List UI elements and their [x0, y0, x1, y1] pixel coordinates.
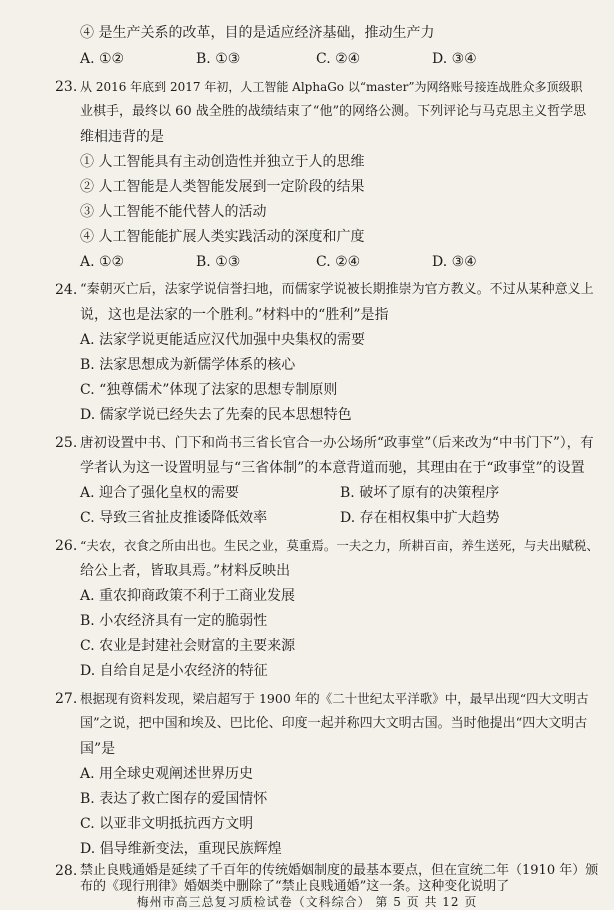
- q26-option-a: A. 重农抑商政策不利于工商业发展: [80, 588, 296, 604]
- q23-option-b: B. ①③: [196, 254, 241, 270]
- statement-4: ④ 是生产关系的改革，目的是适应经济基础，推动生产力: [80, 25, 435, 41]
- q25-option-c: C. 导致三省扯皮推诿降低效率: [80, 510, 268, 526]
- q27-option-d: D. 倡导维新变法，重现民族辉煌: [80, 841, 282, 857]
- question-28-number: 28.: [55, 863, 78, 879]
- q23-statement-1: ① 人工智能具有主动创造性并独立于人的思维: [80, 154, 365, 170]
- option-b: B. ①③: [196, 51, 241, 67]
- q24-option-c: C. “独尊儒术”体现了法家的思想专制原则: [80, 382, 338, 398]
- question-26-stem-line2: 给公上者，皆取具焉。”材料反映出: [80, 563, 291, 579]
- q25-option-d: D. 存在相权集中扩大趋势: [340, 510, 500, 526]
- option-d: D. ③④: [432, 51, 477, 67]
- q25-option-a: A. 迎合了强化皇权的需要: [80, 485, 240, 501]
- question-23-stem-line1: 从 2016 年底到 2017 年初，人工智能 AlphaGo 以“master”为网络账号接连战胜众多顶级职: [80, 80, 583, 94]
- q27-option-a: A. 用全球史观阐述世界历史: [80, 766, 254, 782]
- q23-statement-4: ④ 人工智能能扩展人类实践活动的深度和广度: [80, 229, 365, 245]
- question-24-stem-line1: “秦朝灭亡后，法家学说信誉扫地，而儒家学说被长期推崇为官方教义。不过从某种意义上: [80, 282, 594, 297]
- q24-option-b: B. 法家思想成为新儒学体系的核心: [80, 357, 296, 373]
- option-c: C. ②④: [316, 51, 361, 67]
- q23-statement-2: ② 人工智能是人类智能发展到一定阶段的结果: [80, 179, 365, 195]
- question-24-number: 24.: [55, 282, 78, 298]
- q26-option-d: D. 自给自足是小农经济的特征: [80, 663, 268, 679]
- option-a: A. ①②: [80, 51, 125, 67]
- question-25-stem-line2: 学者认为这一设置明显与“三省体制”的本意背道而驰，其理由在于“政事堂”的设置: [80, 460, 585, 476]
- q23-option-d: D. ③④: [432, 254, 477, 270]
- q26-option-b: B. 小农经济具有一定的脆弱性: [80, 613, 268, 629]
- q27-option-c: C. 以亚非文明抵抗西方文明: [80, 816, 254, 832]
- q25-option-b: B. 破坏了原有的决策程序: [340, 485, 500, 501]
- question-27-stem-line3: 国”是: [80, 741, 116, 757]
- question-23-number: 23.: [55, 79, 78, 95]
- question-26-stem-line1: “夫农，衣食之所由出也。生民之业，莫重焉。一夫之力，所耕百亩，养生送死，与夫出赋税、: [80, 538, 599, 553]
- question-26-number: 26.: [55, 538, 78, 554]
- q23-option-a: A. ①②: [80, 254, 125, 270]
- page-footer: 梅州市高三总复习质检试卷（文科综合） 第 5 页 共 12 页: [136, 895, 478, 909]
- question-25-number: 25.: [55, 435, 78, 451]
- question-28-stem-line1: 禁止良贱通婚是延续了千百年的传统婚姻制度的最基本要点，但在宣统二年（1910 年）颁: [80, 863, 599, 878]
- q23-statement-3: ③ 人工智能不能代替人的活动: [80, 204, 267, 220]
- question-28-stem-line2: 布的《现行刑律》婚姻类中删除了“禁止良贱通婚”这一条。这种变化说明了: [80, 879, 510, 894]
- question-27-number: 27.: [55, 691, 78, 707]
- q24-option-d: D. 儒家学说已经失去了先秦的民本思想特色: [80, 407, 352, 423]
- question-24-stem-line2: 说，这也是法家的一个胜利。”材料中的“胜利”是指: [80, 307, 389, 323]
- q27-option-b: B. 表达了救亡图存的爱国情怀: [80, 791, 268, 807]
- q26-option-c: C. 农业是封建社会财富的主要来源: [80, 638, 296, 654]
- question-23-stem-line2: 业棋手，最终以 60 战全胜的战绩结束了“他”的网络公测。下列评论与马克思主义哲学思: [80, 104, 587, 119]
- question-25-stem-line1: 唐初设置中书、门下和尚书三省长官合一办公场所“政事堂”（后来改为“中书门下”），有: [80, 435, 594, 451]
- q23-option-c: C. ②④: [316, 254, 361, 270]
- q24-option-a: A. 法家学说更能适应汉代加强中央集权的需要: [80, 332, 366, 348]
- question-23-stem-line3: 维相违背的是: [80, 129, 164, 145]
- question-27-stem-line2: 国”之说，把中国和埃及、巴比伦、印度一起并称四大文明古国。当时他提出“四大文明古: [80, 716, 588, 731]
- question-27-stem-line1: 根据现有资料发现，梁启超写于 1900 年的《二十世纪太平洋歌》中，最早出现“四大文明古: [80, 691, 589, 706]
